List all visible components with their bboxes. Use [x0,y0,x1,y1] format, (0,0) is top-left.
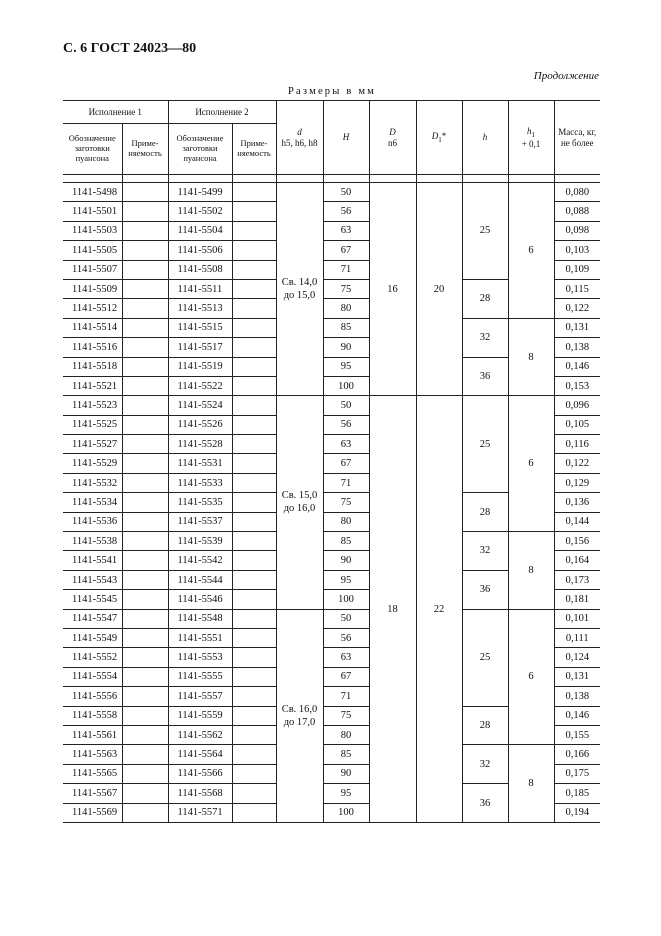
code-exec-2-cell: 1141-5508 [168,260,232,279]
dimensions-table [63,100,600,823]
H-cell: 67 [323,667,369,686]
H-cell: 50 [323,396,369,415]
header-usage-2: Приме-няемость [232,124,276,175]
D1-cell: 22 [416,396,462,823]
H-cell: 90 [323,338,369,357]
usage-exec-1-cell [122,551,168,570]
code-exec-1-cell: 1141-5509 [63,279,122,298]
h1-cell: 8 [508,532,554,610]
D-cell: 16 [369,183,416,396]
h-cell: 32 [462,745,508,784]
D-cell: 18 [369,396,416,823]
H-cell: 67 [323,241,369,260]
code-exec-1-cell: 1141-5538 [63,532,122,551]
H-cell: 85 [323,745,369,764]
usage-exec-2-cell [232,648,276,667]
code-exec-1-cell: 1141-5527 [63,435,122,454]
table-row [63,745,600,764]
h1-cell: 8 [508,318,554,396]
H-cell: 63 [323,221,369,240]
code-exec-2-cell: 1141-5546 [168,590,232,609]
usage-exec-1-cell [122,396,168,415]
mass-cell: 0,105 [554,415,600,434]
code-exec-1-cell: 1141-5505 [63,241,122,260]
header-D1 [416,101,462,175]
usage-exec-2-cell [232,183,276,202]
header-H [323,101,369,175]
code-exec-1-cell: 1141-5552 [63,648,122,667]
usage-exec-1-cell [122,338,168,357]
mass-cell: 0,124 [554,648,600,667]
usage-exec-2-cell [232,454,276,473]
code-exec-2-cell: 1141-5566 [168,764,232,783]
code-exec-2-cell: 1141-5506 [168,241,232,260]
code-exec-2-cell: 1141-5571 [168,803,232,822]
mass-cell: 0,166 [554,745,600,764]
header-spacer [323,175,369,183]
H-cell: 85 [323,532,369,551]
mass-cell: 0,101 [554,609,600,628]
code-exec-2-cell: 1141-5553 [168,648,232,667]
header-usage-1: Приме-няемость [122,124,168,175]
H-cell: 95 [323,357,369,376]
code-exec-1-cell: 1141-5556 [63,687,122,706]
H-cell: 80 [323,725,369,744]
H-cell: 56 [323,628,369,647]
usage-exec-2-cell [232,725,276,744]
usage-exec-1-cell [122,279,168,298]
usage-exec-1-cell [122,745,168,764]
code-exec-2-cell: 1141-5544 [168,570,232,589]
header-spacer [232,175,276,183]
code-exec-1-cell: 1141-5498 [63,183,122,202]
header-d-symbol: d [297,127,302,138]
h-cell: 36 [462,784,508,823]
code-exec-1-cell: 1141-5507 [63,260,122,279]
usage-exec-1-cell [122,512,168,531]
mass-cell: 0,080 [554,183,600,202]
usage-exec-1-cell [122,435,168,454]
continuation-label: Продолжение [533,70,599,82]
usage-exec-1-cell [122,570,168,589]
page-title: С. 6 ГОСТ 24023—80 [63,41,197,56]
usage-exec-1-cell [122,454,168,473]
H-cell: 95 [323,570,369,589]
H-cell: 56 [323,202,369,221]
h-cell: 36 [462,570,508,609]
H-cell: 71 [323,687,369,706]
H-cell: 80 [323,299,369,318]
code-exec-2-cell: 1141-5564 [168,745,232,764]
code-exec-2-cell: 1141-5524 [168,396,232,415]
usage-exec-2-cell [232,745,276,764]
code-exec-2-cell: 1141-5557 [168,687,232,706]
mass-cell: 0,098 [554,221,600,240]
usage-exec-2-cell [232,803,276,822]
d-range-to: до 15,0 [283,290,316,302]
code-exec-2-cell: 1141-5559 [168,706,232,725]
usage-exec-2-cell [232,415,276,434]
code-exec-1-cell: 1141-5545 [63,590,122,609]
table-row [63,183,600,202]
header-spacer [276,175,323,183]
mass-cell: 0,181 [554,590,600,609]
h-cell: 36 [462,357,508,396]
table-row [63,318,600,337]
usage-exec-2-cell [232,279,276,298]
usage-exec-1-cell [122,221,168,240]
mass-cell: 0,131 [554,318,600,337]
H-cell: 100 [323,590,369,609]
usage-exec-2-cell [232,609,276,628]
code-exec-1-cell: 1141-5503 [63,221,122,240]
usage-exec-1-cell [122,532,168,551]
header-D-symbol: D [389,127,396,138]
code-exec-1-cell: 1141-5518 [63,357,122,376]
code-exec-1-cell: 1141-5512 [63,299,122,318]
usage-exec-2-cell [232,221,276,240]
usage-exec-2-cell [232,532,276,551]
code-exec-2-cell: 1141-5548 [168,609,232,628]
code-exec-2-cell: 1141-5531 [168,454,232,473]
usage-exec-1-cell [122,784,168,803]
usage-exec-1-cell [122,376,168,395]
h-cell: 28 [462,493,508,532]
usage-exec-2-cell [232,590,276,609]
h1-cell: 6 [508,396,554,532]
header-spacer [369,175,416,183]
d-range-to: до 16,0 [283,503,316,515]
usage-exec-1-cell [122,648,168,667]
header-code-1: Обозначение заготовки пуансона [63,124,122,175]
h1-cell: 6 [508,183,554,319]
H-cell: 63 [323,648,369,667]
H-cell: 71 [323,473,369,492]
H-cell: 100 [323,803,369,822]
mass-cell: 0,173 [554,570,600,589]
mass-cell: 0,115 [554,279,600,298]
header-h1-subscript: 1 [531,130,535,139]
header-spacer [554,175,600,183]
header-mass: Масса, кг, не более [554,101,600,175]
code-exec-1-cell: 1141-5558 [63,706,122,725]
usage-exec-1-cell [122,590,168,609]
header-D1-footnote-mark: * [441,131,447,142]
mass-cell: 0,111 [554,628,600,647]
mass-cell: 0,156 [554,532,600,551]
H-cell: 50 [323,183,369,202]
header-spacer [462,175,508,183]
mass-cell: 0,175 [554,764,600,783]
header-spacer [122,175,168,183]
code-exec-1-cell: 1141-5565 [63,764,122,783]
header-h1 [508,101,554,175]
h1-cell: 6 [508,609,554,745]
header-spacer [416,175,462,183]
usage-exec-2-cell [232,570,276,589]
code-exec-1-cell: 1141-5541 [63,551,122,570]
mass-cell: 0,194 [554,803,600,822]
usage-exec-1-cell [122,260,168,279]
D1-cell: 20 [416,183,462,396]
table-body [63,183,600,823]
code-exec-1-cell: 1141-5516 [63,338,122,357]
mass-cell: 0,146 [554,706,600,725]
d-range-from: Св. 14,0 [281,277,318,289]
usage-exec-1-cell [122,241,168,260]
d-range-from: Св. 15,0 [281,490,318,502]
mass-cell: 0,096 [554,396,600,415]
code-exec-1-cell: 1141-5549 [63,628,122,647]
header-spacer [508,175,554,183]
table-header [63,101,600,183]
mass-cell: 0,122 [554,454,600,473]
usage-exec-1-cell [122,706,168,725]
H-cell: 80 [323,512,369,531]
mass-cell: 0,185 [554,784,600,803]
code-exec-1-cell: 1141-5569 [63,803,122,822]
usage-exec-1-cell [122,764,168,783]
mass-cell: 0,122 [554,299,600,318]
code-exec-2-cell: 1141-5537 [168,512,232,531]
header-d-tolerance: h5, h6, h8 [281,137,318,148]
header-h [462,101,508,175]
code-exec-2-cell: 1141-5517 [168,338,232,357]
usage-exec-2-cell [232,512,276,531]
code-exec-1-cell: 1141-5525 [63,415,122,434]
H-cell: 67 [323,454,369,473]
mass-cell: 0,103 [554,241,600,260]
h-cell: 28 [462,706,508,745]
H-cell: 75 [323,279,369,298]
mass-cell: 0,164 [554,551,600,570]
code-exec-1-cell: 1141-5523 [63,396,122,415]
header-spacer [168,175,232,183]
H-cell: 56 [323,415,369,434]
mass-cell: 0,144 [554,512,600,531]
h1-cell: 8 [508,745,554,823]
code-exec-1-cell: 1141-5521 [63,376,122,395]
code-exec-2-cell: 1141-5555 [168,667,232,686]
header-h1-tolerance: + 0,1 [521,138,541,149]
usage-exec-2-cell [232,435,276,454]
usage-exec-1-cell [122,473,168,492]
H-cell: 85 [323,318,369,337]
code-exec-1-cell: 1141-5536 [63,512,122,531]
usage-exec-2-cell [232,764,276,783]
usage-exec-2-cell [232,376,276,395]
usage-exec-1-cell [122,725,168,744]
code-exec-1-cell: 1141-5554 [63,667,122,686]
code-exec-1-cell: 1141-5543 [63,570,122,589]
header-D1-symbol: D [431,131,439,142]
code-exec-2-cell: 1141-5562 [168,725,232,744]
header-code-2: Обозначение заготовки пуансона [168,124,232,175]
usage-exec-2-cell [232,667,276,686]
usage-exec-2-cell [232,493,276,512]
code-exec-2-cell: 1141-5511 [168,279,232,298]
usage-exec-2-cell [232,473,276,492]
code-exec-1-cell: 1141-5529 [63,454,122,473]
mass-cell: 0,146 [554,357,600,376]
usage-exec-1-cell [122,667,168,686]
code-exec-1-cell: 1141-5534 [63,493,122,512]
usage-exec-1-cell [122,803,168,822]
H-cell: 100 [323,376,369,395]
code-exec-2-cell: 1141-5535 [168,493,232,512]
header-D [369,101,416,175]
d-range-from: Св. 16,0 [281,703,318,715]
mass-cell: 0,116 [554,435,600,454]
usage-exec-1-cell [122,493,168,512]
code-exec-1-cell: 1141-5567 [63,784,122,803]
H-cell: 75 [323,493,369,512]
mass-cell: 0,136 [554,493,600,512]
header-h-symbol: h [482,132,488,143]
usage-exec-1-cell [122,202,168,221]
d-range-cell [276,609,323,822]
code-exec-2-cell: 1141-5526 [168,415,232,434]
H-cell: 90 [323,551,369,570]
H-cell: 95 [323,784,369,803]
usage-exec-2-cell [232,628,276,647]
usage-exec-2-cell [232,202,276,221]
usage-exec-2-cell [232,338,276,357]
h-cell: 25 [462,396,508,493]
h-cell: 25 [462,183,508,280]
code-exec-2-cell: 1141-5515 [168,318,232,337]
header-D-tolerance: n6 [388,137,397,148]
header-d [276,101,323,175]
header-spacer [63,175,122,183]
usage-exec-1-cell [122,415,168,434]
H-cell: 90 [323,764,369,783]
dimensions-label: Размеры в мм [288,86,377,97]
usage-exec-1-cell [122,183,168,202]
code-exec-2-cell: 1141-5542 [168,551,232,570]
usage-exec-2-cell [232,784,276,803]
code-exec-1-cell: 1141-5532 [63,473,122,492]
usage-exec-2-cell [232,299,276,318]
usage-exec-1-cell [122,628,168,647]
code-exec-1-cell: 1141-5563 [63,745,122,764]
code-exec-2-cell: 1141-5519 [168,357,232,376]
H-cell: 50 [323,609,369,628]
code-exec-2-cell: 1141-5539 [168,532,232,551]
table-row [63,609,600,628]
usage-exec-1-cell [122,687,168,706]
usage-exec-2-cell [232,687,276,706]
table-row [63,532,600,551]
mass-cell: 0,155 [554,725,600,744]
d-range-to: до 17,0 [283,716,316,728]
mass-cell: 0,153 [554,376,600,395]
d-range-cell [276,183,323,396]
code-exec-2-cell: 1141-5502 [168,202,232,221]
header-h1-symbol: h [527,125,532,136]
header-D1-subscript: 1 [438,135,442,144]
usage-exec-2-cell [232,318,276,337]
header-H-symbol: H [342,132,350,143]
h-cell: 28 [462,279,508,318]
code-exec-1-cell: 1141-5514 [63,318,122,337]
usage-exec-1-cell [122,609,168,628]
h-cell: 25 [462,609,508,706]
d-range-cell [276,396,323,609]
code-exec-1-cell: 1141-5501 [63,202,122,221]
usage-exec-2-cell [232,260,276,279]
usage-exec-2-cell [232,551,276,570]
usage-exec-2-cell [232,396,276,415]
usage-exec-1-cell [122,299,168,318]
mass-cell: 0,138 [554,338,600,357]
code-exec-1-cell: 1141-5561 [63,725,122,744]
usage-exec-1-cell [122,318,168,337]
usage-exec-2-cell [232,241,276,260]
mass-cell: 0,088 [554,202,600,221]
usage-exec-2-cell [232,706,276,725]
header-execution-2: Исполнение 2 [168,101,276,124]
H-cell: 75 [323,706,369,725]
code-exec-2-cell: 1141-5522 [168,376,232,395]
h-cell: 32 [462,532,508,571]
usage-exec-1-cell [122,357,168,376]
code-exec-2-cell: 1141-5568 [168,784,232,803]
mass-cell: 0,129 [554,473,600,492]
code-exec-2-cell: 1141-5504 [168,221,232,240]
mass-cell: 0,109 [554,260,600,279]
usage-exec-2-cell [232,357,276,376]
code-exec-2-cell: 1141-5499 [168,183,232,202]
H-cell: 63 [323,435,369,454]
code-exec-2-cell: 1141-5513 [168,299,232,318]
code-exec-1-cell: 1141-5547 [63,609,122,628]
h-cell: 32 [462,318,508,357]
mass-cell: 0,138 [554,687,600,706]
table-row [63,396,600,415]
code-exec-2-cell: 1141-5551 [168,628,232,647]
H-cell: 71 [323,260,369,279]
code-exec-2-cell: 1141-5528 [168,435,232,454]
code-exec-2-cell: 1141-5533 [168,473,232,492]
mass-cell: 0,131 [554,667,600,686]
header-execution-1: Исполнение 1 [63,101,168,124]
